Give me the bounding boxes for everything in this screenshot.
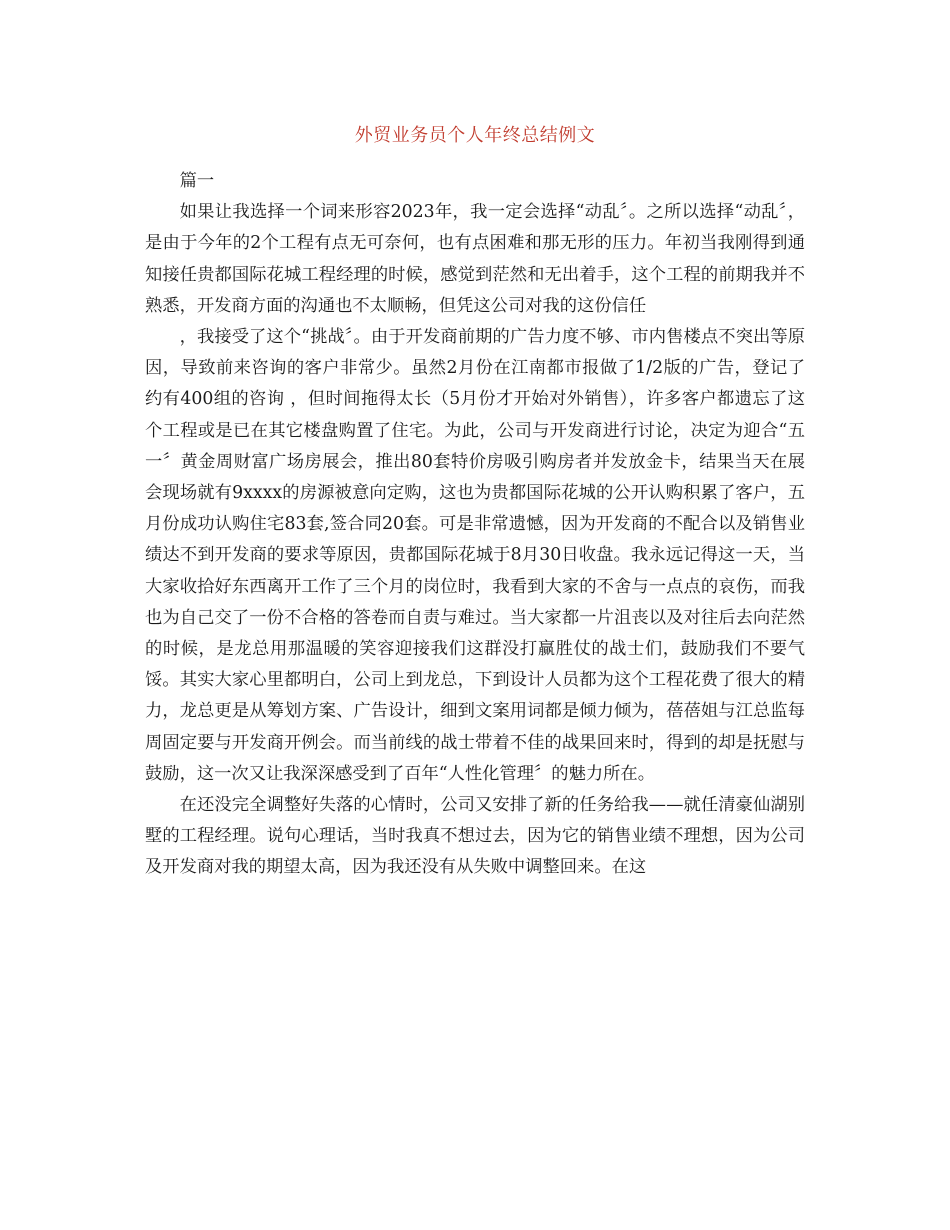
section-heading: 篇一 xyxy=(179,171,215,191)
paragraph-2: ，我接受了这个“挑战〞。由于开发商前期的广告力度不够、市内售楼点不突出等原因，导致前来咨询的客户非常少。虽然2月份在江南都市报做了1/2版的广告，登记了约有400组的咨询 ，但时间拖得太长（5月份才开始对外销售），许多客户都遗忘了这个工程或是已在其它楼盘购置了住宅。为此，公司与开发商进行讨论，决定为迎合“五一〞黄金周财富广场房展会，推出80套特价房吸引购房者并发放金卡，结果当天在展会现场就有9xxxx的房源被意向定购，这也为贵都国际花城的公开认购积累了客户，五月份成功认购住宅83套,签合同20套。可是非常遗憾，因为开发商的不配合以及销售业绩达不到开发商的要求等原因，贵都国际花城于8月30日收盘。我永远记得这一天，当大家收拾好东西离开工作了三个月的岗位时，我看到大家的不舍与一点点的哀伤，而我也为自己交了一份不合格的答卷而自责与难过。当大家都一片沮丧以及对往后去向茫然的时候，是龙总用那温暖的笑容迎接我们这群没打赢胜仗的战士们，鼓励我们不要气馁。其实大家心里都明白，公司上到龙总，下到设计人员都为这个工程花费了很大的精力，龙总更是从筹划方案、广告设计，细到文案用词都是倾力倾为，蓓蓓姐与江总监每周固定要与开发商开例会。而当前线的战士带着不佳的战果回来时，得到的却是抚慰与鼓励，这一次又让我深深感受到了百年“人性化管理〞的魅力所在。 xyxy=(145,327,805,784)
paragraph-3: 在还没完全调整好失落的心情时，公司又安排了新的任务给我——就任清豪仙湖别墅的工程经理。说句心理话，当时我真不想过去，因为它的销售业绩不理想，因为公司及开发商对我的期望太高，因为我还没有从失败中调整回来。在这 xyxy=(145,795,805,878)
document-title: 外贸业务员个人年终总结例文 xyxy=(354,125,596,146)
paragraph-1: 如果让我选择一个词来形容2023年，我一定会选择“动乱〞。之所以选择“动乱〞，是由于今年的2个工程有点无可奈何，也有点困难和那无形的压力。年初当我刚得到通知接任贵都国际花城工程经理的时候，感觉到茫然和无出着手，这个工程的前期我并不熟悉，开发商方面的沟通也不太顺畅，但凭这公司对我的这份信任 xyxy=(145,202,805,316)
document-body xyxy=(145,166,805,884)
